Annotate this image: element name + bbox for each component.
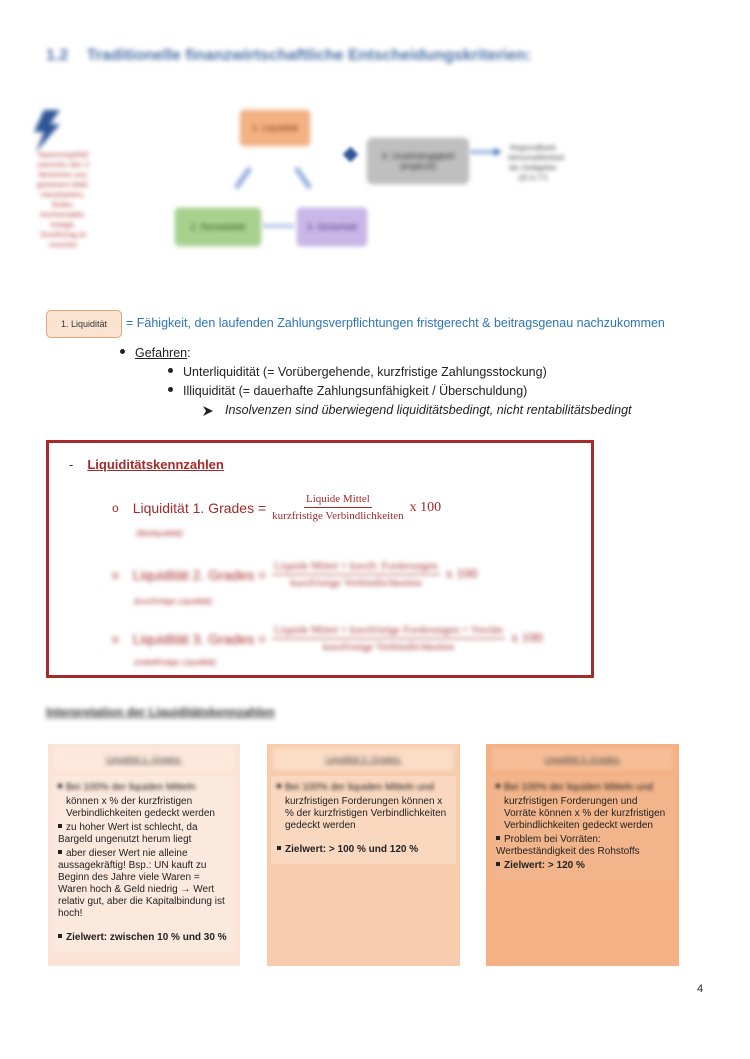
bullet-icon [58, 824, 62, 828]
card-line [58, 782, 230, 794]
formula-label: Liquidität 2. Grades = [132, 566, 267, 583]
card-line [496, 796, 669, 832]
card-title: Liquidität 2. Grades: [273, 748, 454, 770]
formula-numerator: Liquide Mittel + kurzfr. Forderungen [272, 560, 440, 575]
card-line-text: können x % der kurzfristigen Verbindlichkeiten gedeckt werden [66, 796, 215, 819]
formula-denominator: kurzfristige Verbindlichkeiten [322, 641, 455, 653]
interpretation-card-3 [486, 744, 679, 966]
bullet-icon [120, 349, 125, 354]
formula-note-1: (Barliquidität) [136, 529, 184, 538]
illiquidity-text: Illiquidität (= dauerhafte Zahlungsunfähigkeit / Überschuldung) [183, 384, 528, 398]
dangers-suffix: : [187, 346, 191, 360]
formula-grad-2 [112, 560, 477, 589]
formula-multiplier: x 100 [445, 566, 478, 582]
bullet-icon [496, 862, 500, 866]
formula-bullet: o [112, 567, 119, 582]
kennzahlen-title: Liquiditätskennzahlen [87, 457, 224, 472]
insolvency-text: Insolvenzen sind überwiegend liquiditätsbedingt, nicht rentabilitätsbedingt [225, 403, 632, 417]
formula-multiplier: x 100 [409, 499, 442, 515]
formula-numerator: Liquide Mittel [304, 493, 372, 508]
bullet-icon [58, 784, 62, 788]
card-target: Zielwert: > 100 % und 120 % [285, 844, 419, 855]
bullet-icon [496, 836, 500, 840]
card-line-text: zu hoher Wert ist schlecht, da Bargeld ungenutzt herum liegt [58, 822, 198, 845]
card-line [58, 796, 230, 820]
card-line [58, 848, 230, 920]
card-target: Zielwert: zwischen 10 % und 30 % [66, 932, 227, 943]
card-line [277, 844, 450, 856]
formula-grad-1 [112, 493, 441, 522]
bullet-icon [277, 784, 281, 788]
card-line [58, 822, 230, 846]
card-line-text: Bei 100% der liquiden Mitteln und [504, 782, 653, 793]
page-number: 4 [697, 983, 704, 995]
card-line [496, 860, 669, 872]
diagram-box-sicherheit: 3. Sicherheit [297, 208, 367, 246]
bullet-icon [168, 387, 173, 392]
formula-grad-3 [112, 624, 543, 653]
interpretation-card-2 [267, 744, 460, 966]
formula-fraction [272, 560, 440, 589]
section-number: 1.2 [46, 47, 69, 64]
card-body [52, 776, 236, 952]
card-line-text: Problem bei Vorräten: Wertbeständigkeit des Rohstoffs [496, 834, 640, 857]
card-line [58, 932, 230, 944]
card-line [277, 796, 450, 832]
bullet-icon [58, 850, 62, 854]
formula-fraction [272, 493, 403, 522]
formula-multiplier: x 100 [511, 630, 543, 646]
formula-fraction [272, 624, 505, 653]
card-line-text: Bei 100% der liquiden Mitteln [66, 782, 196, 793]
card-title: Liquidität 1. Grades: [54, 748, 234, 770]
formula-label: Liquidität 1. Grades = [132, 499, 267, 516]
card-line-text: kurzfristigen Forderungen können x % der kurzfristigen Verbindlichkeiten gedeckt werden [285, 796, 447, 831]
card-body [271, 776, 456, 864]
formula-numerator: Liquide Mittel + kurzfristige Forderungen + Vorräte [272, 624, 505, 639]
kennzahlen-dash: - [69, 457, 74, 472]
interpretation-heading: Interpretation der Liquiditätskennzahlen [46, 705, 275, 719]
diagram-box-liquiditaet: 1. Liquidität [240, 110, 310, 146]
formula-bullet: o [112, 631, 119, 646]
card-line-text: Bei 100% der liquiden Mitteln und [285, 782, 434, 793]
liquidity-tag: 1. Liquidität [46, 310, 122, 338]
bullet-icon [58, 934, 62, 938]
formula-note-3: (mittelfristige Liquidität) [134, 658, 217, 667]
card-line-text: kurzfristigen Forderungen und Vorräte können x % der kurzfristigen Verbindlichkeiten gedeckt werden [504, 796, 666, 831]
interpretation-card-1 [48, 744, 240, 966]
formula-denominator: kurzfristige Verbindlichkeiten [290, 577, 422, 589]
card-line [496, 834, 669, 858]
diagram-box-unabhaengigkeit: 4. Unabhängigkeit (ergänzt) [367, 138, 469, 184]
formula-label: Liquidität 3. Grades = [132, 630, 267, 647]
diagram-box-rentabilitaet: 2. Rentabilität [175, 208, 261, 246]
diagram-right-note: Regionalbank Wirtschaftlichkeit der Geldgeber (ID 6.77) [508, 143, 565, 182]
bullet-icon [496, 784, 500, 788]
liquidity-definition: = Fähigkeit, den laufenden Zahlungsverpflichtungen fristgerecht & beitragsgenau nachzukommen [126, 316, 665, 330]
formula-bullet: o [112, 500, 119, 515]
insolvency-item [203, 403, 632, 417]
section-title: Traditionelle finanzwirtschaftliche Entscheidungskriterien: [86, 47, 532, 64]
lightning-icon [30, 110, 66, 152]
card-target: Zielwert: > 120 % [504, 860, 585, 871]
bullet-icon [168, 368, 173, 373]
card-line [496, 782, 669, 794]
formula-denominator: kurzfristige Verbindlichkeiten [272, 510, 404, 522]
dangers-item [120, 346, 191, 360]
illiquidity-item [168, 384, 527, 398]
diagram-side-note: Spannungsfeld zwischen den 3 Bereichen aus gewissem Maß: Hausbanken, Risiko, hochrentable, Anlage, Zins/Ertrag ist unsicher [36, 150, 90, 249]
card-title: Liquidität 3. Grades: [492, 748, 673, 770]
underliquidity-item [168, 365, 547, 379]
dangers-label: Gefahren [135, 346, 188, 360]
bullet-icon [277, 846, 281, 850]
card-line [277, 782, 450, 794]
card-body [490, 776, 675, 880]
arrowhead-icon [203, 406, 213, 416]
kennzahlen-heading [69, 457, 224, 472]
formula-note-2: (kurzfristige Liquidität) [134, 597, 213, 606]
underliquidity-text: Unterliquidität (= Vorübergehende, kurzfristige Zahlungsstockung) [183, 365, 547, 379]
card-line-text: aber dieser Wert nie alleine aussagekräftig! Bsp.: UN kauft zu Beginn des Jahre viele Waren = Waren hoch & Geld niedrig → Wert relativ gut, aber die Kapitalbindung ist hoch! [58, 848, 225, 919]
